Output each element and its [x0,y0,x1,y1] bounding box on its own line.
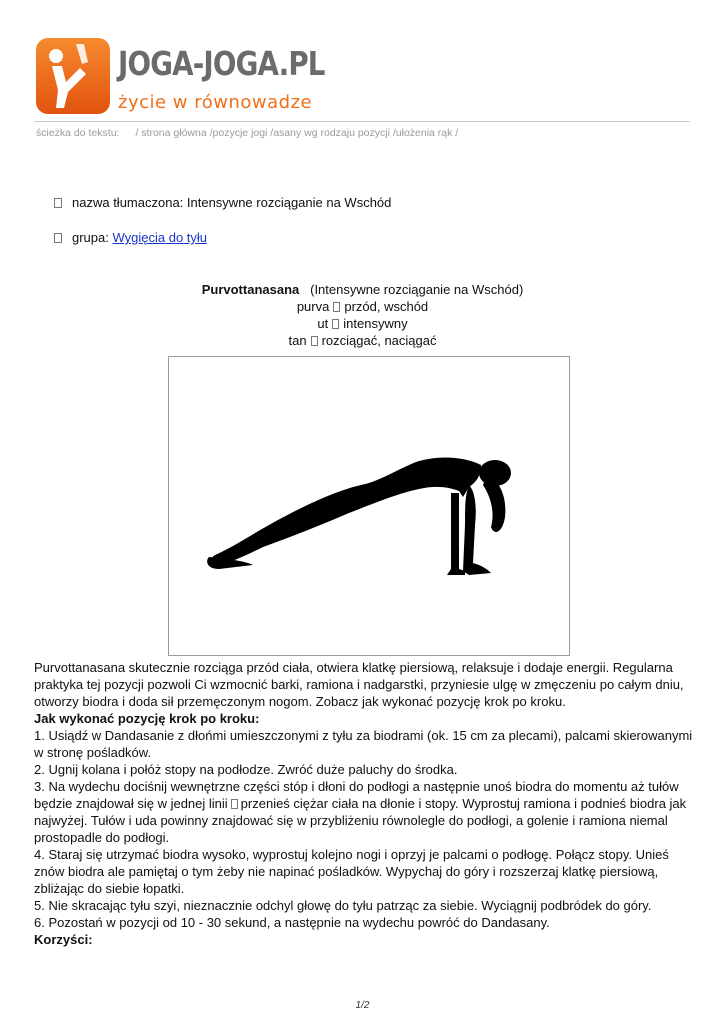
translated-name: nazwa tłumaczona: Intensywne rozciąganie na Wschód [72,195,392,210]
step-1: 1. Usiądź w Dandasanie z dłońmi umieszczonymi z tyłu za biodrami (ok. 15 cm za plecami), palcami skierowanymi w stronę pośladków. [34,728,693,760]
pose-name: Purvottanasana [201,282,300,297]
etymology-meaning: przód, wschód [344,299,429,314]
breadcrumb-path[interactable]: / strona główna /pozycje jogi /asany wg rodzaju pozycji /ułożenia rąk / [135,127,459,139]
etymology-line [0,298,725,315]
translated-name-row [54,195,391,210]
etymology-meaning: rozciągać, naciągać [321,333,437,348]
intro-paragraph: Purvottanasana skutecznie rozciąga przód ciała, otwiera klatkę piersiową, relaksuje i dodaje energii. Regularna praktyka tej pozycji pozwoli Ci wzmocnić barki, ramiona i nadgarstki, przyniesie ulgę w zmęczeniu po całym dniu, otworzy biodra i doda sił przemęczonym nogom. Zobacz jak wykonać pozycję krok po kroku. [34,660,684,709]
step-6: 6. Pozostań w pozycji od 10 - 30 sekund, a następnie na wydechu powróć do Dandasany. [34,915,550,930]
page-number: 1/2 [355,1000,370,1011]
pose-translation: (Intensywne rozciąganie na Wschód) [310,282,524,297]
site-logo[interactable] [36,38,336,114]
pose-header [0,281,725,349]
etymology-word: tan [288,333,307,348]
bullet-box-icon [333,302,340,312]
etymology-meaning: intensywny [343,316,408,331]
step-2: 2. Ugnij kolana i połóż stopy na podłodze. Zwróć duże paluchy do środka. [34,762,458,777]
etymology-word: ut [317,316,329,331]
step-4: 4. Staraj się utrzymać biodra wysoko, wyprostuj kolejno nogi i oprzyj je palcami o podłogę. Połącz stopy. Unieś znów biodra ale pamiętaj o tym żeby nie napinać pośladków. Wypychaj do góry i rozszerzaj klatkę piersiową, zbliżając do siebie łopatki. [34,847,669,896]
yoga-logo-icon [36,38,110,114]
header-divider [34,121,690,122]
step-5: 5. Nie skracając tyłu szyi, nieznacznie odchyl głowę do tyłu patrząc za siebie. Wyciągnij podbródek do góry. [34,898,652,913]
benefits-heading: Korzyści: [34,932,93,947]
etymology-line [0,332,725,349]
etymology-word: purva [296,299,330,314]
group-link[interactable]: Wygięcia do tyłu [112,230,208,245]
group-label: grupa: [72,230,113,245]
article-body [34,659,694,948]
bullet-box-icon [332,319,339,329]
step-3-part-a: 3. Na wydechu dociśnij wewnętrzne części stóp i dłoni do podłogi a następnie unoś biodra do momentu aż tułów będzie znajdował się w jednej linii [34,779,679,811]
purvottanasana-silhouette-icon [169,357,569,655]
breadcrumb-label: ścieżka do tekstu: [36,127,120,139]
pose-title-line [0,281,725,298]
logo-subtitle: życie w równowadze [118,92,313,113]
bullet-box-icon [231,799,238,809]
bullet-box-icon [311,336,318,346]
group-row [54,230,207,245]
etymology-line [0,315,725,332]
logo-title: JOGA-JOGA.PL [118,44,325,83]
step-3 [34,778,694,846]
breadcrumb [36,127,458,139]
bullet-box-icon [54,233,62,243]
step-3-part-b: przenieś ciężar ciała na dłonie i stopy. Wyprostuj ramiona i podnieś biodra jak najwyżej. Tułów i uda powinny znajdować się w przybliżeniu równolegle do podłogi, a golenie i ramiona niemal prostopadle do podłogi. [34,796,687,845]
pose-image [168,356,570,656]
howto-heading: Jak wykonać pozycję krok po kroku: [34,711,260,726]
bullet-box-icon [54,198,62,208]
